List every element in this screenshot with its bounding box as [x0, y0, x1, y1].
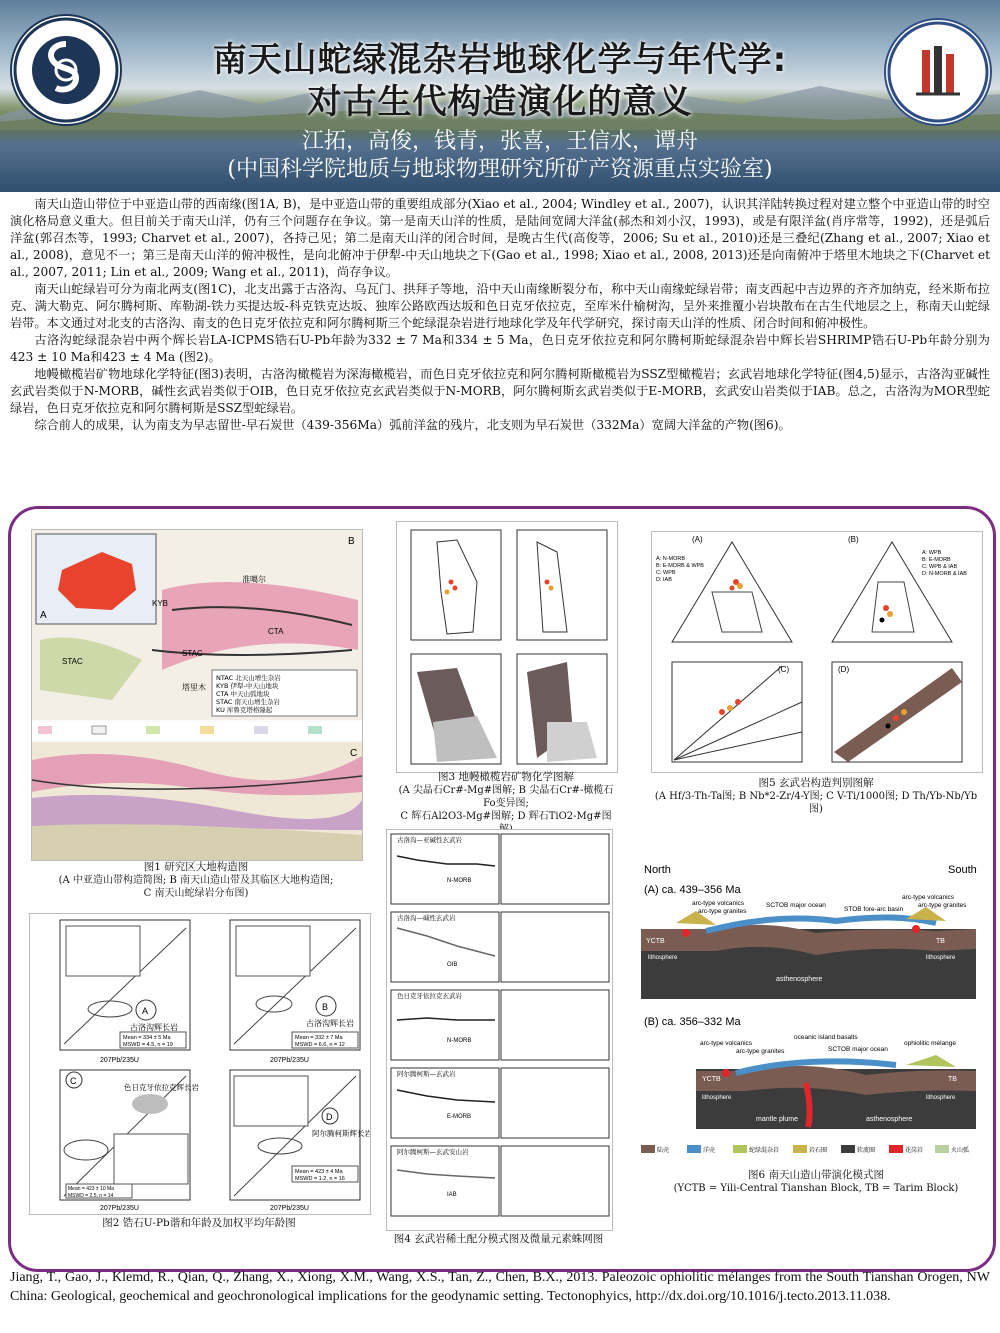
panel-c-stats-2: MSWD = 2.5, n = 14: [68, 1193, 114, 1199]
map-legend-4: STAC 南天山增生杂岩: [216, 698, 281, 706]
panel-a-legend-1: A: N-MORB: [656, 556, 686, 562]
legend-melange: 蛇绿混杂岩: [749, 1147, 780, 1154]
figure-5-caption-sub: (A Hf/3-Th-Ta图; B Nb*2-Zr/4-Y图; C V-Ti/1000图; D Th/Yb-Nb/Yb图): [654, 791, 978, 815]
panel-c-name: 色日克牙依拉克辉长岩: [124, 1083, 199, 1092]
panel-d-stats-2: MSWD = 1.2, n = 16: [295, 1176, 345, 1182]
figure-5-caption: [651, 777, 981, 816]
figure-6-legend: [641, 1141, 981, 1159]
b-mantle-plume: mantle plume: [756, 1116, 799, 1123]
panel-a-legend-3: C: WPB: [656, 570, 676, 576]
title-line-2: 对古生代构造演化的意义: [307, 82, 693, 122]
xaxis-label-top-left: 207Pb/235U: [100, 1057, 139, 1064]
svg-text:A: A: [142, 1006, 149, 1016]
panel-b-stats-2: MSWD = 6.6, n = 12: [295, 1042, 345, 1048]
panel-a-stats-1: Mean = 334 ± 5 Ma: [123, 1035, 171, 1041]
map-legend-5: KU 库鲁克塔格隆起: [216, 706, 273, 714]
figure-6-tectonic-model: [636, 859, 981, 1139]
ree-panel-5: [391, 1146, 609, 1216]
panel-b-legend-3: C: WPB & IAB: [922, 564, 958, 570]
ree-panel-1: [391, 834, 609, 904]
paragraph-2: 南天山蛇绿岩可分为南北两支(图1C)，北支出露于古洛沟、乌瓦门、拱拜子等地，沿中天山南缘断裂分布，称中天山南缘蛇绿岩带；南支西起中吉边界的齐齐加纳克，经米斯布拉克、满大勒克、阿尔腾柯斯、库勒湖-铁力买提达坂-科克铁克达坂、独库公路欧西达坂和色日克牙依拉克，至库米什榆树沟，呈外来推覆小岩块散布在古生代地层之上，称南天山蛇绿岩带。本文通过对北支的古洛沟、南支的色日克牙依拉克和阿尔腾柯斯三个蛇绿混杂岩进行地球化学及年代学研究，探讨南天山洋的性质、闭合时间和俯冲极性。: [10, 282, 990, 330]
figure-4-ree-patterns: [386, 829, 613, 1231]
ree-panel-2: [391, 912, 609, 982]
paragraph-5: 综合前人的成果，认为南支为早志留世-早石炭世（439-356Ma）弧前洋盆的残片，北支则为早石炭世（332Ma）宽阔大洋盆的产物(图6)。: [34, 418, 791, 432]
legend-granite: 花岗岩: [905, 1147, 924, 1154]
concordia-panel-a: [60, 920, 190, 1050]
map-label-stac-2: STAC: [62, 657, 83, 666]
legend-lithosphere: 岩石圈: [809, 1147, 828, 1154]
b-arc-volcanics: arc-type volcanics: [700, 1040, 753, 1047]
legend-oceanic-crust: 洋壳: [703, 1147, 716, 1154]
affiliation: (中国科学院地质与地球物理研究所矿产资源重点实验室): [227, 157, 773, 182]
label-south: South: [948, 864, 977, 876]
map-label-a: A: [40, 610, 47, 621]
a-sctob: SCTOB major ocean: [766, 902, 826, 909]
stage-b-label: (B) ca. 356–332 Ma: [644, 1016, 741, 1028]
a-asthenosphere: asthenosphere: [776, 976, 823, 983]
xaxis-label-bottom-left: 207Pb/235U: [100, 1205, 139, 1212]
figure-4-caption: 图4 玄武岩稀土配分模式图及微量元素蛛网图: [393, 1233, 604, 1245]
figure-3-caption: [396, 771, 616, 836]
ree-panel-3-ref: N-MORB: [447, 1038, 472, 1044]
figure-5-caption-title: 图5 玄武岩构造判别图解: [758, 777, 874, 789]
map-label-b: B: [348, 536, 355, 547]
map-label-tarim: 塔里木: [182, 683, 206, 692]
a-arc-granites-s: arc-type granites: [918, 902, 967, 909]
figure-6-caption-title: 图6 南天山造山带演化模式图: [747, 1169, 885, 1181]
ree-panel-2-title: 古洛沟—碱性玄武岩: [397, 914, 456, 922]
figure-1-map: [31, 529, 363, 861]
b-lithosphere-n: lithosphere: [702, 1095, 732, 1101]
a-arc-volcanics-s: arc-type volcanics: [902, 894, 955, 901]
xaxis-label-bottom-right: 207Pb/235U: [270, 1205, 309, 1212]
lab-logo: [884, 18, 992, 126]
header-banner: [0, 0, 1000, 192]
discrimination-panel-c: [672, 662, 802, 762]
panel-b-name: 古洛沟辉长岩: [306, 1019, 354, 1028]
ree-panel-4-ref: E-MORB: [447, 1114, 471, 1120]
xaxis-label-top-right: 207Pb/235U: [270, 1057, 309, 1064]
panel-a-name: 古洛沟辉长岩: [130, 1023, 178, 1032]
map-label-junggar: 准噶尔: [242, 575, 266, 584]
svg-text:B: B: [322, 1002, 329, 1012]
label-north: North: [644, 864, 671, 876]
panel-a-legend-2: B: E-MORB & WPB: [656, 563, 704, 569]
b-sctob: SCTOB major ocean: [828, 1046, 888, 1053]
figure-2-concordia: [29, 913, 371, 1215]
figure-panel: [8, 506, 996, 1272]
panel-d-name: 阿尔腾柯斯辉长岩: [312, 1129, 370, 1138]
map-legend-2: KYB 伊犁-中天山地块: [216, 682, 279, 690]
legend-continental-crust: 陆壳: [657, 1147, 670, 1154]
ree-panel-4-title: 阿尔腾柯斯—玄武岩: [397, 1070, 456, 1078]
stage-a-label: (A) ca. 439–356 Ma: [644, 884, 741, 896]
ree-panel-4: [391, 1068, 609, 1138]
b-asthenosphere: asthenosphere: [866, 1116, 913, 1123]
figure-2-caption: 图2 锆石U-Pb谐和年龄及加权平均年龄图: [102, 1217, 296, 1229]
map-label-cta: CTA: [268, 627, 284, 636]
discrimination-panel-d: [832, 662, 962, 762]
paragraph-1: 南天山造山带位于中亚造山带的西南缘(图1A, B)，是中亚造山带的重要组成部分(Xiao et al., 2004; Windley et al., 2007)，认识其洋陆转换过程对建立整个中亚造山带的时空演化格局意义重大。但目前关于南天山洋，仍有三个问题存在争议。第一是南天山洋的性质，是陆间宽阔大洋盆(郝杰和刘小汉，1993)，或是有限洋盆(肖序常等，1992)，还是弧后洋盆(郭召杰等，1993; Charvet et al., 2007)，各持己见；第二是南天山洋的闭合时间，是晚古生代(高俊等，2006; Su et al., 2010)还是三叠纪(Zhang et al., 2007; Xiao et al., 2008)，意见不一；第三是南天山洋的俯冲极性，是向北俯冲于伊犁-中天山地块之下(Gao et al., 1998; Xiao et al., 2008, 2013)还是向南俯冲于塔里木地块之下(Charvet et al., 2007, 2011; Lin et al., 2009; Wang et al., 2011)，尚存争议。: [10, 197, 990, 279]
panel-b-legend-1: A: WPB: [922, 550, 942, 556]
b-yctb: YCTB: [702, 1076, 721, 1083]
ree-panel-2-ref: OIB: [447, 962, 458, 968]
panel-d-stats-1: Mean = 423 ± 4 Ma: [295, 1169, 343, 1175]
b-tb: TB: [948, 1076, 957, 1083]
map-legend-1: NTAC 北天山增生杂岩: [216, 674, 281, 682]
ree-panel-5-ref: IAB: [447, 1192, 457, 1198]
figure-5-discrimination: [651, 531, 983, 773]
panel-b-legend-4: D: N-MORB & IAB: [922, 571, 967, 577]
figure-3-caption-sub-2: C 辉石Al2O3-Mg#图解; D 辉石TiO2-Mg#图: [400, 811, 612, 822]
figure-1-caption-sub-2: C 南天山蛇绿岩分布图): [143, 888, 249, 899]
b-lithosphere-s: lithosphere: [926, 1095, 956, 1101]
ree-panel-1-title: 古洛沟—亚碱性玄武岩: [397, 836, 462, 844]
stage-a-section: [641, 894, 976, 999]
a-stob: STOB fore-arc basin: [844, 906, 904, 913]
panel-c-label: (C): [778, 665, 790, 674]
concordia-panel-d: [230, 1070, 370, 1200]
panel-c-stats-1: Mean = 423 ± 10 Ma: [68, 1186, 114, 1192]
stage-b-section: [696, 1034, 976, 1129]
svg-text:D: D: [326, 1112, 333, 1122]
abstract-text: [10, 196, 990, 434]
institute-logo: [10, 14, 122, 126]
panel-a-legend-4: D: IAB: [656, 577, 672, 583]
a-arc-volcanics-n: arc-type volcanics: [692, 900, 745, 907]
figure-1-caption-title: 图1 研究区大地构造图: [143, 861, 249, 873]
a-lithosphere-n: lithosphere: [648, 955, 678, 961]
b-oib: oceanic island basalts: [794, 1034, 858, 1041]
svg-text:C: C: [70, 1076, 77, 1086]
discrimination-panel-a: [656, 535, 792, 642]
map-label-kyb: KYB: [152, 599, 169, 608]
legend-asthenosphere: 软流圈: [857, 1147, 876, 1154]
a-lithosphere-s: lithosphere: [926, 955, 956, 961]
legend-volcanic-arc: 火山弧: [951, 1147, 970, 1154]
figure-1-caption: [31, 861, 361, 900]
ree-panel-3-title: 色日克牙依拉克玄武岩: [397, 992, 462, 1000]
figure-3-mineral-chemistry: [396, 521, 618, 773]
ree-panel-1-ref: N-MORB: [447, 878, 472, 884]
figure-6-caption-sub: (YCTB = Yili-Central Tianshan Block, TB = Tarim Block): [673, 1183, 959, 1194]
figure-3-caption-sub-1: (A 尖晶石Cr#-Mg#图解; B 尖晶石Cr#-橄榄石Fo变异图;: [398, 785, 614, 809]
b-ophiolitic-melange: ophiolitic mélange: [904, 1040, 957, 1047]
figure-6-caption: [651, 1169, 981, 1195]
paragraph-3: 古洛沟蛇绿混杂岩中两个辉长岩LA-ICPMS锆石U-Pb年龄为332 ± 7 Ma和334 ± 5 Ma，色日克牙依拉克和阿尔腾柯斯蛇绿混杂岩中辉长岩SHRIMP锆石U-Pb年龄分别为423 ± 10 Ma和423 ± 4 Ma (图2)。: [10, 333, 990, 364]
a-yctb: YCTB: [646, 938, 665, 945]
panel-b-stats-1: Mean = 332 ± 7 Ma: [295, 1035, 343, 1041]
map-label-c: C: [350, 748, 358, 759]
panel-a-stats-2: MSWD = 4.5, n = 19: [123, 1042, 173, 1048]
concordia-panel-c: [60, 1070, 199, 1200]
a-arc-granites-n: arc-type granites: [698, 908, 747, 915]
map-legend-3: CTA 中天山弧地块: [216, 690, 270, 698]
paragraph-4: 地幔橄榄岩矿物地球化学特征(图3)表明，古洛沟橄榄岩为深海橄榄岩，而色日克牙依拉克和阿尔腾柯斯橄榄岩为SSZ型橄榄岩；玄武岩地球化学特征(图4,5)显示，古洛沟亚碱性玄武岩类似于N-MORB，碱性玄武岩类似于OIB，色日克牙依拉克玄武岩类似于N-MORB，阿尔腾柯斯玄武岩类似于E-MORB，玄武安山岩类似于IAB。总之，古洛沟为MOR型蛇绿岩，色日克牙依拉克和阿尔腾柯斯是SSZ型蛇绿岩。: [10, 367, 990, 415]
a-tb: TB: [936, 938, 945, 945]
panel-a-label: (A): [692, 535, 703, 544]
b-arc-granites: arc-type granites: [736, 1048, 785, 1055]
panel-d-label: (D): [838, 665, 850, 674]
ree-panel-5-title: 阿尔腾柯斯—玄武安山岩: [397, 1148, 469, 1156]
concordia-panel-b: [230, 920, 360, 1050]
map-label-stac: STAC: [182, 649, 203, 658]
title-line-1: 南天山蛇绿混杂岩地球化学与年代学:: [212, 40, 788, 80]
authors: 江拓，高俊，钱青，张喜，王信水，谭舟: [301, 129, 698, 154]
ree-panel-3: [391, 990, 609, 1060]
panel-b-label: (B): [848, 535, 859, 544]
figure-3-caption-title: 图3 地幔橄榄岩矿物化学图解: [437, 771, 575, 783]
panel-b-legend-2: B: E-MORB: [922, 557, 951, 563]
reference: Jiang, T., Gao, J., Klemd, R., Qian, Q., Zhang, X., Xiong, X.M., Wang, X.S., Tan, Z., Chen, B.X., 2013. Paleozoic ophiolitic mélanges from the South Tianshan Orogen, NW China: Geological, geochemical and geochronological implications for the geodynamic setting. Tectonophyics, http://dx.doi.org/10.1016/j.tecto.2013.11.038.: [10, 1270, 990, 1304]
figure-1-caption-sub-1: (A 中亚造山带构造简图; B 南天山造山带及其临区大地构造图;: [58, 875, 334, 886]
discrimination-panel-b: [832, 535, 967, 642]
